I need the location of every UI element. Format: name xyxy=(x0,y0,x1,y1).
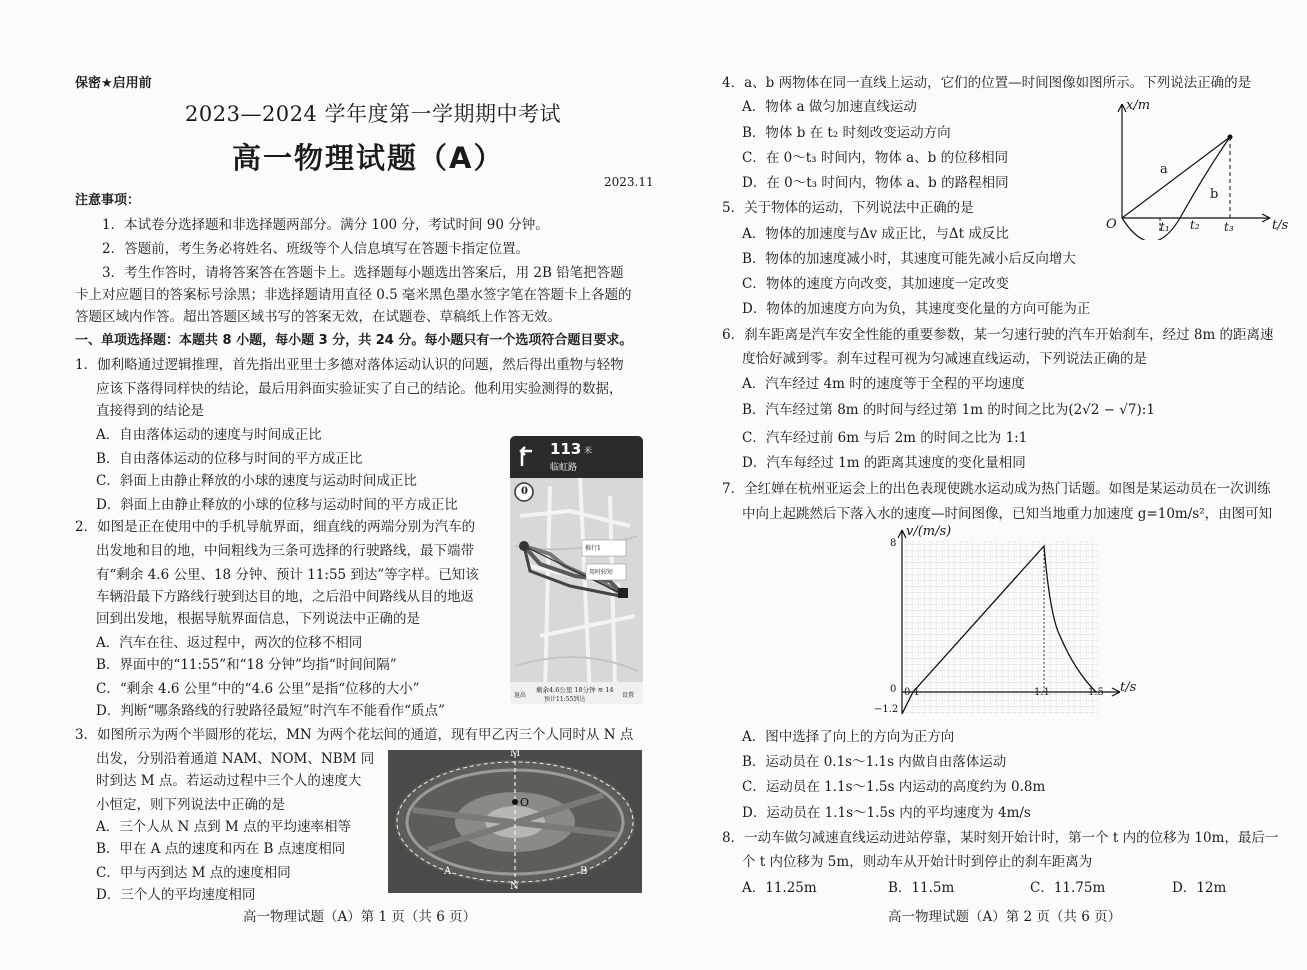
option: B．汽车经过第 8m 的时间与经过第 1m 的时间之比为(2√2 − √7):1 xyxy=(742,402,1155,418)
curve-b-label: b xyxy=(1210,187,1219,202)
x-axis-label: t/s xyxy=(1120,680,1137,695)
option: C．甲与丙到达 M 点的速度相同 xyxy=(96,865,291,881)
nav-distance: 113 xyxy=(550,440,582,458)
option: C．11.75m xyxy=(1030,880,1106,896)
option: A．自由落体运动的速度与时间成正比 xyxy=(96,427,322,443)
x-tick-1-1: 1.1 xyxy=(1034,687,1050,698)
nav-distance-unit: 米 xyxy=(584,446,592,455)
nav-route-label: 推行1 xyxy=(585,545,601,552)
note-line: 答题区域内作答。超出答题区域书写的答案无效，在试题卷、草稿纸上作答无效。 xyxy=(75,309,561,325)
question-text: 小恒定，则下列说法中正确的是 xyxy=(96,797,285,813)
y-tick-0: 0 xyxy=(890,684,897,695)
navigation-screenshot xyxy=(510,436,643,704)
t2-label: t₂ xyxy=(1190,218,1200,232)
nav-settings-button: 设置 xyxy=(622,692,635,699)
y-tick-8: 8 xyxy=(890,538,897,549)
nav-route-label: 用时较短 xyxy=(589,569,614,576)
point-a-label: A xyxy=(444,866,452,877)
option: A．物体 a 做匀加速直线运动 xyxy=(742,99,917,115)
option: C．汽车经过前 6m 与后 2m 的时间之比为 1:1 xyxy=(742,430,1028,446)
question-text: 3．如图所示为两个半圆形的花坛，MN 为两个花坛间的通道，现有甲乙丙三个人同时从 N 点 xyxy=(75,727,634,743)
option: B．物体 b 在 t₂ 时刻改变运动方向 xyxy=(742,125,951,141)
note-line: 3．考生作答时，请将答案答在答题卡上。选择题每小题选出答案后，用 2B 铅笔把答题 xyxy=(102,265,624,281)
option: A．11.25m xyxy=(742,880,817,896)
option: A．物体的加速度与Δv 成正比，与Δt 成反比 xyxy=(742,226,1009,242)
question-text: 4．a、b 两物体在同一直线上运动，它们的位置—时间图像如图所示。下列说法正确的是 xyxy=(722,75,1252,91)
notes-heading: 注意事项： xyxy=(75,193,141,208)
y-tick-neg: −1.2 xyxy=(874,704,899,715)
question-text: 8．一动车做匀减速直线运动进站停靠，某时刻开始计时，第一个 t 内的位移为 10m，最后一 xyxy=(722,830,1279,846)
page-footer: 高一物理试题（A）第 1 页（共 6 页） xyxy=(243,909,477,925)
point-m-label: M xyxy=(510,750,521,759)
question-text: 5．关于物体的运动，下列说法中正确的是 xyxy=(722,200,974,216)
confidential-label: 保密★启用前 xyxy=(75,76,152,91)
option: A．三个人从 N 点到 M 点的平均速率相等 xyxy=(96,819,352,835)
option: D．三个人的平均速度相同 xyxy=(96,887,256,903)
question-text: 2．如图是正在使用中的手机导航界面，细直线的两端分别为汽车的 xyxy=(75,519,476,535)
x-tick-1-5: 1.5 xyxy=(1088,687,1104,698)
exam-title: 2023—2024 学年度第一学期期中考试 xyxy=(185,102,562,126)
question-text: 中向上起跳然后下落入水的速度—时间图像，已知当地重力加速度 g=10m/s²，由图可知 xyxy=(742,506,1273,522)
option: B．甲在 A 点的速度和丙在 B 点速度相同 xyxy=(96,841,346,857)
nav-exit-button: 退出 xyxy=(514,692,527,699)
option: C．“剩余 4.6 公里”中的“4.6 公里”是指“位移的大小” xyxy=(96,681,420,697)
nav-eta: 预计11:55到达 xyxy=(544,696,586,703)
option: C．斜面上由静止释放的小球的速度与运动时间成正比 xyxy=(96,473,417,489)
nav-road-name: 临虹路 xyxy=(550,463,578,473)
x-tick-0-1: 0.1 xyxy=(904,687,920,698)
x-axis-label: t/s xyxy=(1272,218,1289,233)
line-a-label: a xyxy=(1160,162,1168,177)
t1-label: t₁ xyxy=(1160,220,1170,234)
option: A．图中选择了向上的方向为正方向 xyxy=(742,729,955,745)
position-time-graph xyxy=(1102,100,1292,240)
option: A．汽车经过 4m 时的速度等于全程的平均速度 xyxy=(742,376,1025,392)
question-text: 度恰好减到零。刹车过程可视为匀减速直线运动，下列说法正确的是 xyxy=(742,351,1147,367)
question-text: 回到出发地，根据导航界面信息，下列说法中正确的是 xyxy=(96,611,420,627)
note-line: 2．答题前，考生务必将姓名、班级等个人信息填写在答题卡指定位置。 xyxy=(102,241,530,257)
nav-speed: 0 xyxy=(521,486,528,497)
option: D．12m xyxy=(1172,880,1227,896)
y-axis-label: v/(m/s) xyxy=(906,524,952,539)
option: D．运动员在 1.1s～1.5s 内的平均速度为 4m/s xyxy=(742,805,1031,821)
option: D．物体的加速度方向为负，其速度变化量的方向可能为正 xyxy=(742,301,1091,317)
option: D．在 0～t₃ 时间内，物体 a、b 的路程相同 xyxy=(742,175,1009,191)
question-text: 有“剩余 4.6 公里、18 分钟、预计 11:55 到达”等字样。已知该 xyxy=(96,567,479,583)
section-heading: 一、单项选择题：本题共 8 小题，每小题 3 分，共 24 分。每小题只有一个选项符合题目要求。 xyxy=(75,333,633,348)
question-text: 个 t 内位移为 5m，则动车从开始计时到停止的刹车距离为 xyxy=(742,854,1093,870)
option: B．界面中的“11:55”和“18 分钟”均指“时间间隔” xyxy=(96,657,397,673)
point-o-label: O xyxy=(520,796,530,809)
page-footer: 高一物理试题（A）第 2 页（共 6 页） xyxy=(888,909,1122,925)
question-text: 时到达 M 点。若运动过程中三个人的速度大 xyxy=(96,773,362,789)
question-text: 应该下落得同样快的结论，最后用斜面实验证实了自己的结论。他利用实验测得的数据， xyxy=(96,381,623,397)
garden-diagram xyxy=(388,750,642,893)
option: B．11.5m xyxy=(888,880,955,896)
option: B．运动员在 0.1s～1.1s 内做自由落体运动 xyxy=(742,754,1007,770)
question-text: 7．全红婵在杭州亚运会上的出色表现使跳水运动成为热门话题。如图是某运动员在一次训练 xyxy=(722,481,1271,497)
option: D．判断“哪条路线的行驶路径最短”时汽车不能看作“质点” xyxy=(96,703,445,719)
navigation-map xyxy=(510,436,643,704)
question-text: 车辆沿最下方路线行驶到达目的地，之后沿中间路线从目的地返 xyxy=(96,589,474,605)
question-text: 直接得到的结论是 xyxy=(96,403,204,419)
garden-aerial-photo xyxy=(388,750,642,893)
question-text: 6．刹车距离是汽车安全性能的重要参数，某一匀速行驶的汽车开始刹车，经过 8m 的距离速 xyxy=(722,327,1274,343)
option: B．物体的加速度减小时，其速度可能先减小后反向增大 xyxy=(742,251,1076,267)
t3-label: t₃ xyxy=(1224,220,1234,234)
velocity-time-graph xyxy=(870,526,1140,716)
option: C．运动员在 1.1s～1.5s 内运动的高度约为 0.8m xyxy=(742,779,1046,795)
note-line: 1．本试卷分选择题和非选择题两部分。满分 100 分，考试时间 90 分钟。 xyxy=(102,217,549,233)
question-text: 出发，分别沿着通道 NAM、NOM、NBM 同 xyxy=(96,751,375,767)
option: B．自由落体运动的位移与时间的平方成正比 xyxy=(96,451,363,467)
origin-label: O xyxy=(1106,217,1117,232)
point-b-label: B xyxy=(580,866,588,877)
exam-date: 2023.11 xyxy=(604,175,654,189)
option: C．物体的速度方向改变，其加速度一定改变 xyxy=(742,276,1009,292)
option: D．汽车每经过 1m 的距离其速度的变化量相同 xyxy=(742,455,1026,471)
subject-title: 高一物理试题（A） xyxy=(232,141,505,175)
point-n-label: N xyxy=(510,881,519,892)
option: A．汽车在往、返过程中，两次的位移不相同 xyxy=(96,635,363,651)
option: D．斜面上由静止释放的小球的位移与运动时间的平方成正比 xyxy=(96,497,458,513)
y-axis-label: x/m xyxy=(1126,98,1151,113)
line-a xyxy=(1122,137,1230,218)
note-line: 卡上对应题目的答案标号涂黑；非选择题请用直径 0.5 毫米黑色墨水签字笔在答题卡上各题的 xyxy=(75,287,632,303)
question-text: 1．伽利略通过逻辑推理，首先指出亚里士多德对落体运动认识的问题，然后得出重物与轻物 xyxy=(75,357,624,373)
nav-remaining: 剩余4.6公里 18分钟 ≋ 14 xyxy=(536,686,614,694)
question-text: 出发地和目的地，中间粗线为三条可选择的行驶路线，最下端带 xyxy=(96,543,474,559)
option: C．在 0～t₃ 时间内，物体 a、b 的位移相同 xyxy=(742,150,1009,166)
